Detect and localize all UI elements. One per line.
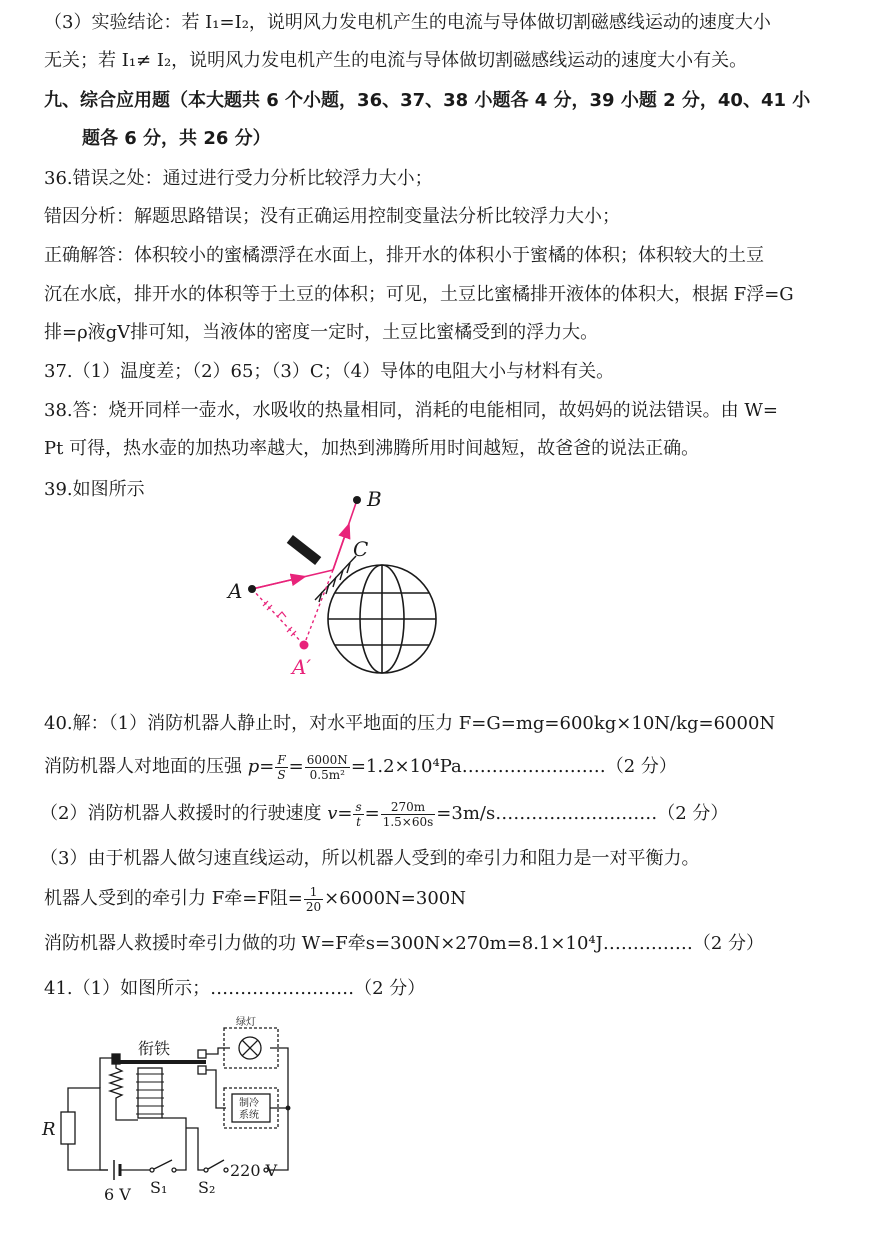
section-heading-cont: 题各 6 分，共 26 分） (82, 128, 271, 149)
q40-pressure-text: 消防机器人对地面的压强 (44, 756, 248, 777)
q40-part1: 40.解：（1）消防机器人静止时，对水平地面的压力 F=G=mg=600kg×10N/kg=6000N (44, 713, 776, 734)
symmetry-line (252, 589, 304, 645)
label-b: B (367, 487, 382, 511)
q36-error: 36.错误之处：通过进行受力分析比较浮力大小； (44, 168, 433, 189)
label-s1: S₁ (150, 1178, 168, 1197)
point-a-prime (300, 641, 309, 650)
frac-den: 1.5×60s (382, 814, 434, 829)
light-source-icon (287, 535, 322, 565)
label-6v: 6 V (104, 1185, 131, 1204)
q36-answer-2: 沉在水底，排开水的体积等于土豆的体积；可见，土豆比蜜橘排开液体的体积大，根据 F浮=G (44, 284, 794, 305)
q40-part3: （3）由于机器人做匀速直线运动，所以机器人受到的牵引力和阻力是一对平衡力。 (40, 848, 700, 869)
resistor-r (61, 1112, 75, 1144)
q40-work: 消防机器人救援时牵引力做的功 W=F牵s=300N×270m=8.1×10⁴J……………（2 分） (44, 933, 765, 954)
fraction-s-over-t (353, 800, 363, 829)
label-r: R (42, 1119, 56, 1140)
label-cooling-2: 系统 (239, 1110, 259, 1121)
experiment-conclusion-line-2: 无关；若 I₁≠ I₂，说明风力发电机产生的电流与导体做切割磁感线运动的速度大小有关。 (44, 50, 748, 71)
q40-traction-result: ×6000N=300N (324, 888, 466, 909)
globe-icon (328, 565, 436, 673)
frac-den: 0.5m² (309, 767, 345, 782)
q40-speed-eq: v= (327, 803, 353, 824)
fraction-values (381, 800, 436, 829)
frac-num: s (355, 799, 362, 814)
label-220v: 220 V (230, 1161, 278, 1180)
q40-pressure: 消防机器人对地面的压强 p= $\frac{F}{S}$ = $\frac{6000N}{\text{0.5m²}}$ =1.2×10⁴Pa……………………（2 分） (44, 752, 677, 782)
label-cooling-1: 制冷 (239, 1098, 259, 1109)
label-a: A (228, 579, 243, 603)
label-c: C (353, 537, 369, 561)
q40-speed-text: （2）消防机器人救援时的行驶速度 (40, 803, 328, 824)
q40-pressure-result: =1.2×10⁴Pa……………………（2 分） (350, 756, 677, 777)
q36-answer-3: 排=ρ液gV排可知，当液体的密度一定时，土豆比蜜橘受到的浮力大。 (44, 322, 599, 343)
q40-pressure-eq: p= (247, 756, 275, 777)
q37-answer: 37.（1）温度差；（2）65；（3）C；（4）导体的电阻大小与材料有关。 (44, 361, 615, 382)
experiment-conclusion-line-1: （3）实验结论：若 I₁=I₂，说明风力发电机产生的电流与导体做切割磁感线运动的速度大小 (44, 12, 771, 33)
q38-answer-1: 38.答：烧开同样一壶水，水吸收的热量相同，消耗的电能相同，故妈妈的说法错误。由 W= (44, 400, 778, 421)
q41-answer: 41.（1）如图所示；……………………（2 分） (44, 978, 426, 999)
frac-den: S (277, 767, 286, 782)
label-armature: 衔铁 (138, 1039, 171, 1058)
label-s2: S₂ (198, 1178, 216, 1197)
fraction-one-twentieth (304, 885, 323, 914)
frac-den: 20 (305, 899, 322, 914)
frac-den: t (356, 814, 361, 829)
q40-speed-result: =3m/s………………………（2 分） (436, 803, 729, 824)
frac-num: F (277, 752, 286, 767)
point-b (353, 496, 361, 504)
label-green-light: 绿灯 (236, 1017, 256, 1028)
q40-traction (44, 882, 856, 916)
point-a (248, 585, 256, 593)
q40-traction-text: 机器人受到的牵引力 F牵=F阻= (44, 888, 303, 909)
frac-num: 1 (304, 885, 323, 900)
relay-circuit-diagram (38, 1010, 308, 1205)
q38-answer-2: Pt 可得，热水壶的加热功率越大，加热到沸腾所用时间越短，故爸爸的说法正确。 (44, 438, 700, 459)
section-heading: 九、综合应用题（本大题共 6 个小题，36、37、38 小题各 4 分，39 小题 2 分，40、41 小 (44, 90, 811, 111)
frac-num: 6000N (306, 752, 348, 767)
fraction-f-over-s (275, 753, 287, 782)
q39-label: 39.如图所示 (44, 479, 145, 500)
q36-analysis: 错因分析：解题思路错误；没有正确运用控制变量法分析比较浮力大小； (44, 206, 620, 227)
q36-answer-1: 正确解答：体积较小的蜜橘漂浮在水面上，排开水的体积小于蜜橘的体积；体积较大的土豆 (44, 245, 764, 266)
q40-speed: （2）消防机器人救援时的行驶速度 v= $\frac{s}{t}$ = $\frac{270m}{1.5\times 60s}$ =3m/s………………………（2 分） (40, 799, 729, 829)
reflection-diagram (215, 482, 465, 687)
label-a-prime: A′ (292, 655, 311, 679)
fraction-values (305, 753, 350, 782)
frac-num: 270m (381, 800, 436, 815)
